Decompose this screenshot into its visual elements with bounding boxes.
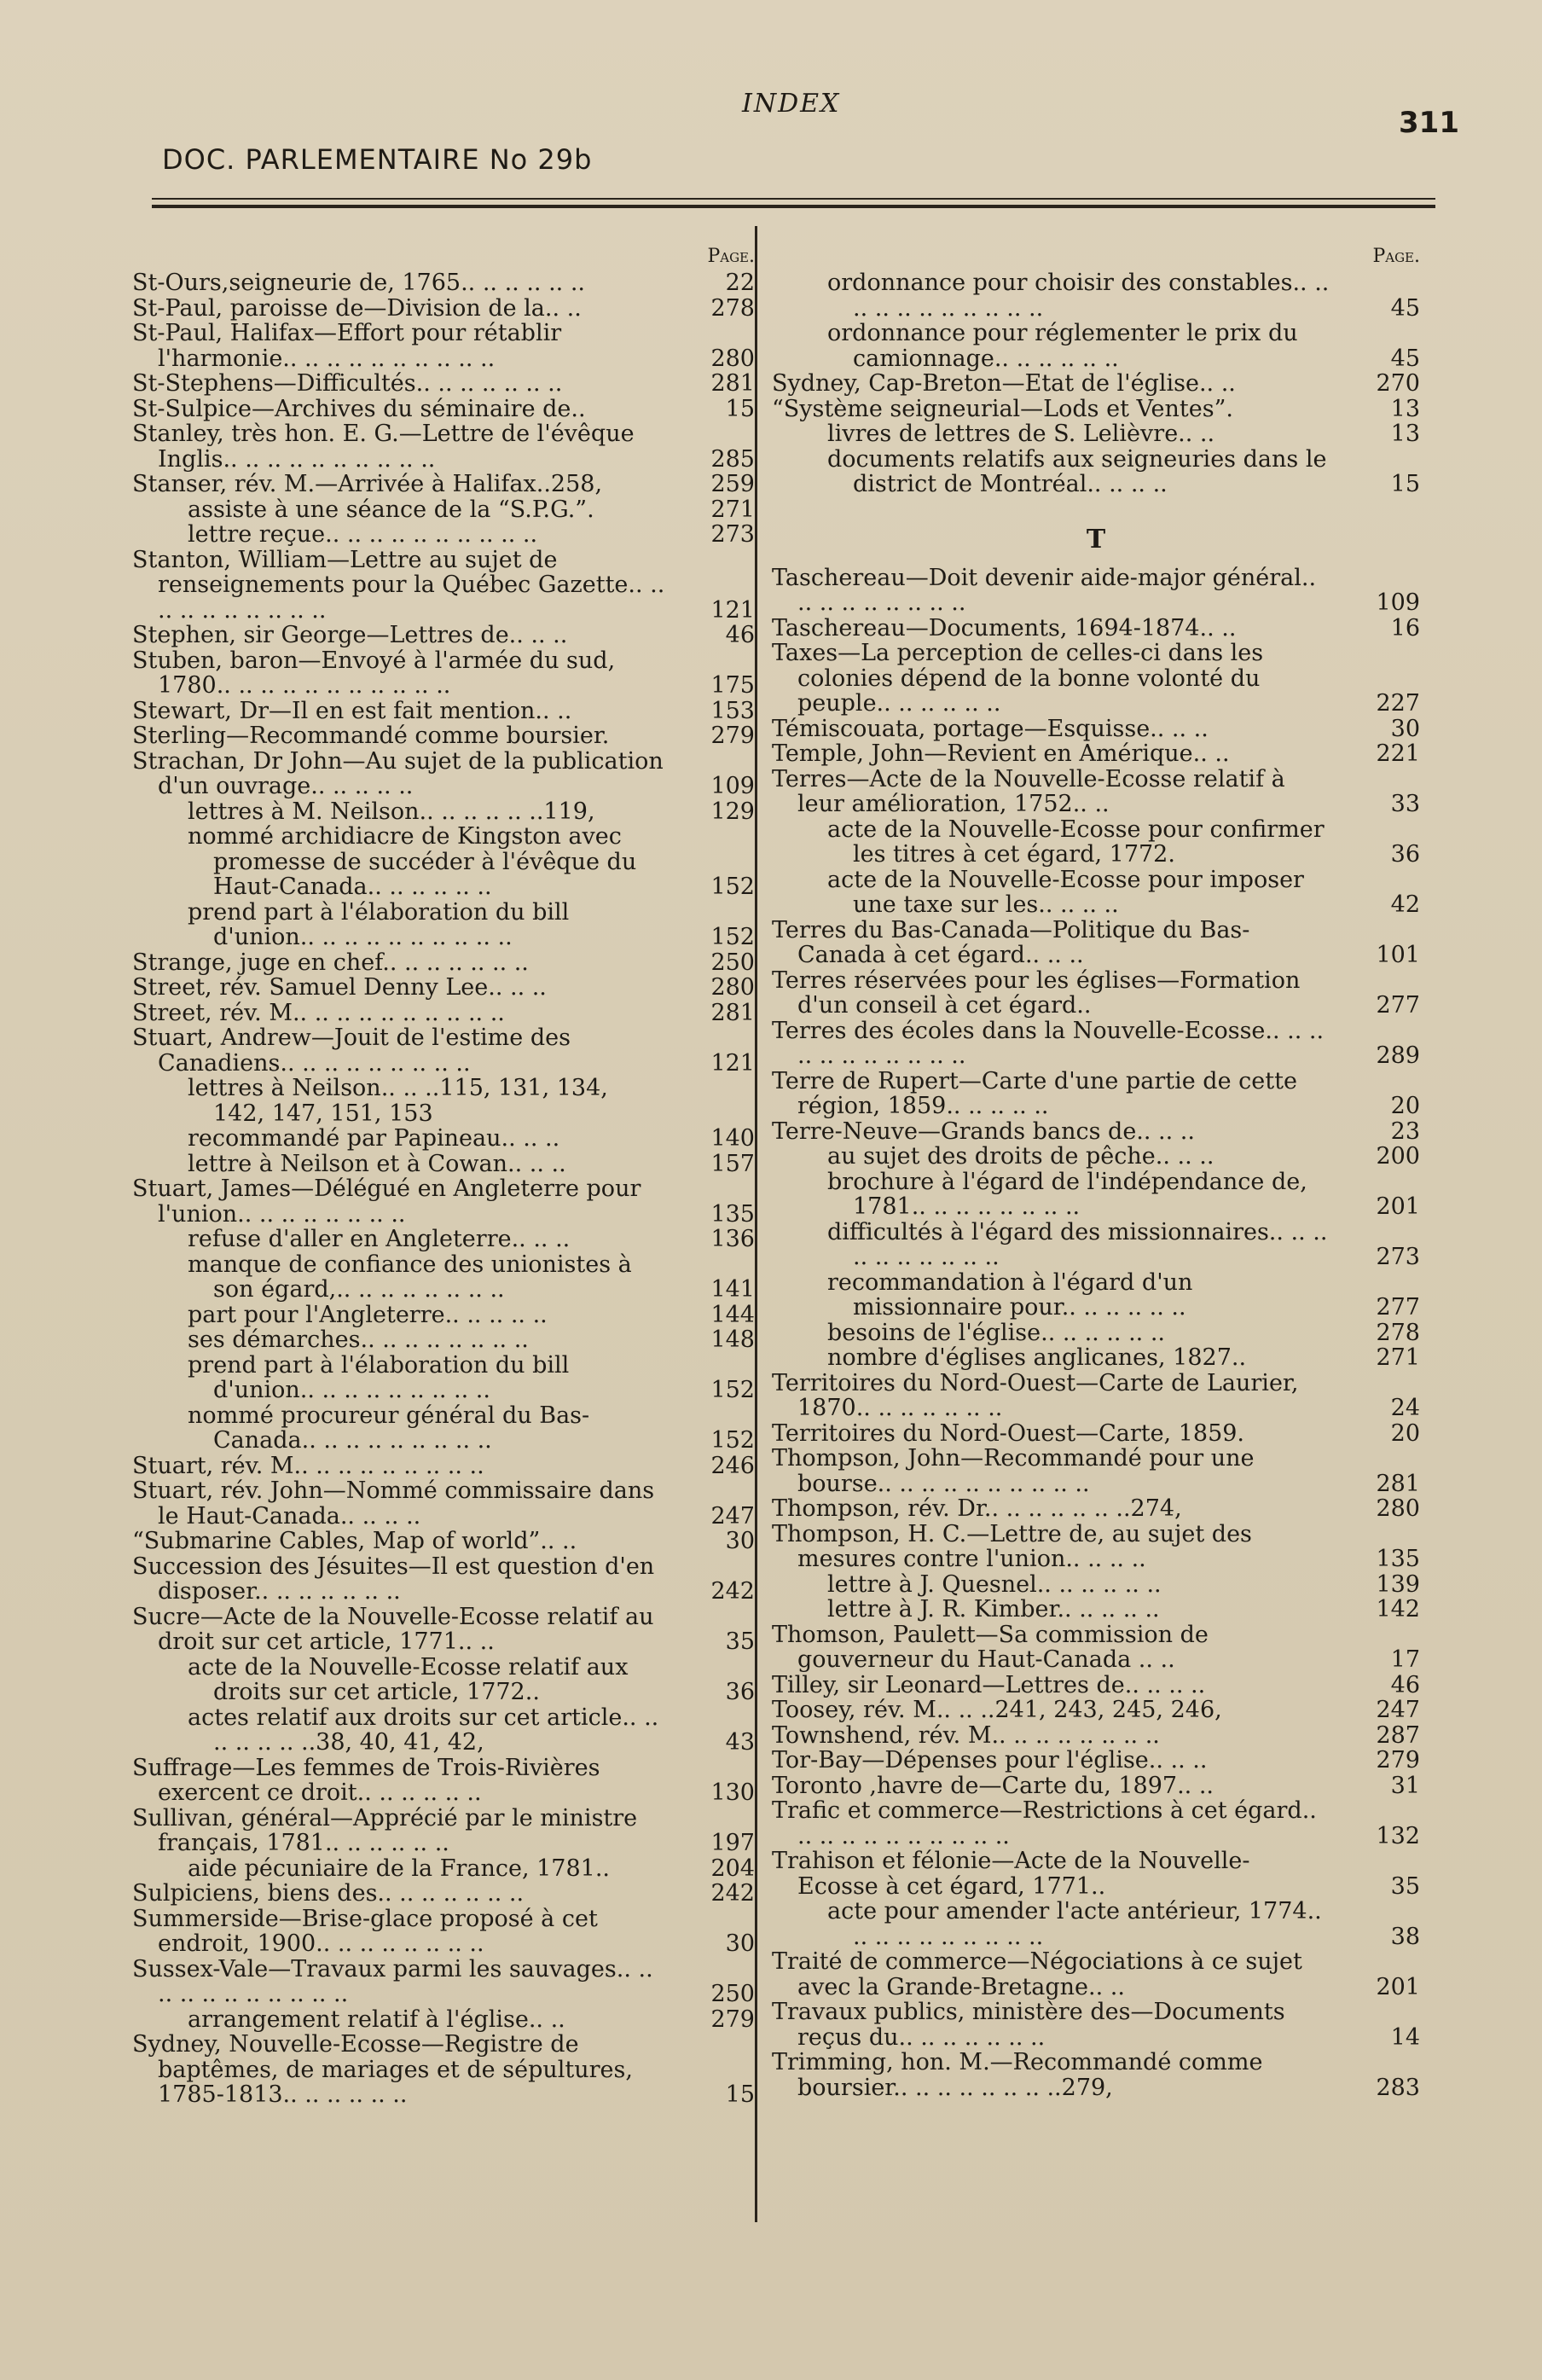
index-entry — [132, 472, 755, 497]
entry-list — [132, 270, 755, 2108]
entry-text: St-Paul, paroisse de—Division de la.. .. — [132, 294, 582, 322]
entry-page: 204 — [710, 1855, 755, 1882]
entry-text: ses démarches.. .. .. .. .. .. .. .. — [188, 1326, 529, 1353]
entry-page: 250 — [710, 949, 755, 976]
entry-page: 281 — [710, 370, 755, 397]
entry-text: lettre reçue.. .. .. .. .. .. .. .. .. .. — [188, 521, 538, 548]
entry-text: documents relatifs aux seigneuries dans le district de Montréal.. .. .. .. — [827, 445, 1327, 497]
index-entry — [772, 1673, 1420, 1698]
running-title: INDEX — [742, 89, 841, 119]
entry-text: acte de la Nouvelle-Ecosse relatif aux droits sur cet article, 1772.. — [188, 1653, 629, 1705]
entry-text: lettre à Neilson et à Cowan.. .. .. — [188, 1150, 566, 1177]
index-entry — [772, 1019, 1420, 1069]
index-entry — [772, 1144, 1420, 1170]
index-entry — [772, 1421, 1420, 1447]
entry-text: assiste à une séance de la “S.P.G.”. — [188, 496, 594, 523]
index-entry — [132, 296, 755, 322]
entry-text: Sussex-Vale—Travaux parmi les sauvages.. .. .. .. .. .. .. .. .. .. .. — [132, 1955, 653, 2007]
header-rule-thin — [152, 198, 1435, 200]
entry-page: 242 — [710, 1578, 755, 1605]
document-header: DOC. PARLEMENTAIRE No 29b — [162, 143, 593, 176]
entry-page: 277 — [1376, 1294, 1420, 1321]
index-entry — [772, 741, 1420, 767]
index-entry — [132, 1001, 755, 1026]
index-entry — [772, 421, 1420, 447]
entry-text: Stuben, baron—Envoyé à l'armée du sud, 1780.. .. .. .. .. .. .. .. .. .. .. — [132, 647, 616, 699]
entry-text: Stanton, William—Lettre au sujet de renseignements pour la Québec Gazette.. .. .. .. .. .. .. .. .. .. — [132, 546, 665, 624]
entry-page: 271 — [710, 496, 755, 523]
entry-page: 20 — [1390, 1419, 1420, 1447]
index-entry — [772, 1220, 1420, 1270]
index-entry — [132, 1303, 755, 1328]
index-entry — [132, 1881, 755, 1907]
index-entry — [132, 2007, 755, 2033]
entry-text: acte de la Nouvelle-Ecosse pour imposer une taxe sur les.. .. .. .. — [827, 866, 1304, 918]
entry-page: 281 — [710, 999, 755, 1026]
entry-text: “Système seigneurial—Lods et Ventes”. — [772, 395, 1233, 422]
entry-page: 197 — [710, 1830, 755, 1856]
entry-text: Territoires du Nord-Ouest—Carte, 1859. — [772, 1419, 1245, 1447]
entry-page: 280 — [710, 974, 755, 1001]
entry-page: 36 — [1390, 841, 1420, 868]
entry-page: 279 — [1376, 1747, 1420, 1773]
entry-text: prend part à l'élaboration du bill d'union.. .. .. .. .. .. .. .. .. — [188, 1351, 570, 1403]
entry-text: lettre à J. Quesnel.. .. .. .. .. .. — [827, 1570, 1162, 1598]
entry-page: 15 — [725, 395, 755, 422]
index-entry — [132, 522, 755, 548]
entry-page: 101 — [1376, 942, 1420, 968]
entry-page: 45 — [1390, 294, 1420, 322]
entry-page: 24 — [1390, 1395, 1420, 1421]
entry-text: Toosey, rév. M.. .. ..241, 243, 245, 246, — [772, 1697, 1222, 1723]
entry-page: 36 — [725, 1679, 755, 1705]
entry-text: Stuart, rév. M.. .. .. .. .. .. .. .. .. — [132, 1452, 484, 1479]
entry-page: 271 — [1376, 1344, 1420, 1371]
index-entry — [772, 321, 1420, 371]
entry-text: Thompson, John—Recommandé pour une bourse.. .. .. .. .. .. .. .. .. .. — [772, 1445, 1255, 1497]
entry-page: 42 — [1390, 891, 1420, 918]
entry-text: Taschereau—Documents, 1694-1874.. .. — [772, 614, 1237, 641]
index-entry — [132, 1655, 755, 1705]
entry-page: 30 — [725, 1930, 755, 1957]
entry-text: St-Ours,seigneurie de, 1765.. .. .. .. .. .. — [132, 270, 585, 296]
entry-text: acte de la Nouvelle-Ecosse pour confirmer les titres à cet égard, 1772. — [827, 816, 1325, 868]
entry-text: Thompson, H. C.—Lettre de, au sujet des mesures contre l'union.. .. .. .. — [772, 1520, 1252, 1572]
entry-text: au sujet des droits de pêche.. .. .. — [827, 1143, 1214, 1170]
entry-page: 280 — [1376, 1495, 1420, 1522]
index-entry — [132, 2032, 755, 2108]
section-letter: T — [1086, 524, 1106, 554]
index-entry — [772, 270, 1420, 321]
entry-text: Stephen, sir George—Lettres de.. .. .. — [132, 622, 568, 648]
entry-page: 153 — [710, 697, 755, 724]
index-entry — [132, 950, 755, 976]
entry-page: 16 — [1390, 614, 1420, 641]
entry-page: 277 — [1376, 992, 1420, 1019]
entry-page: 280 — [710, 345, 755, 372]
entry-page: 278 — [710, 294, 755, 322]
index-entry — [132, 1126, 755, 1152]
entry-page: 13 — [1390, 421, 1420, 447]
page-label: Page. — [1372, 246, 1420, 267]
entry-page: 43 — [725, 1729, 755, 1756]
entry-text: Taschereau—Doit devenir aide-major général.. .. .. .. .. .. .. .. .. — [772, 564, 1317, 616]
index-entry — [772, 1698, 1420, 1723]
index-entry — [132, 1478, 755, 1529]
index-entry — [772, 1622, 1420, 1673]
entry-text: aide pécuniaire de la France, 1781.. — [188, 1855, 611, 1882]
entry-text: Stewart, Dr—Il en est fait mention.. .. — [132, 697, 572, 724]
index-entry — [772, 1572, 1420, 1598]
index-entry — [772, 1899, 1420, 1949]
index-entry — [132, 623, 755, 648]
entry-page: 250 — [710, 1981, 755, 2007]
entry-page: 13 — [1390, 395, 1420, 422]
index-entry — [772, 1371, 1420, 1421]
index-entry — [772, 641, 1420, 717]
index-entry — [132, 1957, 755, 2007]
entry-text: Stuart, rév. John—Nommé commissaire dans le Haut-Canada.. .. .. .. — [132, 1477, 655, 1530]
entry-text: Stuart, James—Délégué en Angleterre pour l'union.. .. .. .. .. .. .. .. — [132, 1175, 641, 1228]
index-entry — [132, 1176, 755, 1227]
entry-text: Strange, juge en chef.. .. .. .. .. .. .. — [132, 949, 529, 976]
entry-text: ordonnance pour choisir des constables.. .. .. .. .. .. .. .. .. .. .. — [827, 270, 1330, 322]
entry-text: Thomson, Paulett—Sa commission de gouverneur du Haut-Canada .. .. — [772, 1621, 1209, 1673]
index-entry — [132, 1705, 755, 1756]
index-entry — [772, 1723, 1420, 1749]
entry-page: 31 — [1390, 1772, 1420, 1799]
entry-text: Sucre—Acte de la Nouvelle-Ecosse relatif au droit sur cet article, 1771.. .. — [132, 1603, 654, 1655]
entry-page: 152 — [710, 874, 755, 900]
header-rule-thick — [152, 205, 1435, 208]
entry-page: 281 — [1376, 1470, 1420, 1497]
entry-text: Toronto ,havre de—Carte du, 1897.. .. — [772, 1772, 1214, 1799]
entry-text: Trahison et félonie—Acte de la Nouvelle-Ecosse à cet égard, 1771.. — [772, 1848, 1250, 1900]
entry-text: Territoires du Nord-Ouest—Carte de Laurier, 1870.. .. .. .. .. .. .. — [772, 1369, 1299, 1421]
entry-list — [772, 566, 1420, 2101]
index-entry — [132, 497, 755, 523]
index-entry — [132, 975, 755, 1001]
index-entry — [772, 1949, 1420, 2000]
entry-page: 144 — [710, 1301, 755, 1328]
entry-text: livres de lettres de S. Lelièvre.. .. — [827, 421, 1215, 447]
index-entry — [772, 1119, 1420, 1145]
entry-page: 30 — [725, 1528, 755, 1554]
index-entry — [132, 749, 755, 799]
entry-page: 15 — [725, 2081, 755, 2108]
entry-page: 20 — [1390, 1093, 1420, 1119]
index-entry — [772, 1773, 1420, 1799]
entry-text: difficultés à l'égard des missionnaires.. .. .. .. .. .. .. .. .. .. — [827, 1218, 1328, 1270]
index-entry — [772, 868, 1420, 918]
index-entry — [132, 421, 755, 472]
entry-page: 152 — [710, 1427, 755, 1454]
entry-text: arrangement relatif à l'église.. .. — [188, 2006, 565, 2033]
entry-page: 140 — [710, 1125, 755, 1152]
entry-text: lettres à Neilson.. .. ..115, 131, 134, 142, 147, 151, 153 — [188, 1075, 608, 1127]
index-entry — [772, 1270, 1420, 1321]
entry-text: nombre d'églises anglicanes, 1827.. — [827, 1344, 1247, 1371]
entry-text: Thompson, rév. Dr.. .. .. .. .. .. ..274, — [772, 1495, 1182, 1522]
index-entry — [772, 1170, 1420, 1220]
entry-page: 201 — [1376, 1973, 1420, 2000]
index-entry — [772, 447, 1420, 497]
entry-page: 287 — [1376, 1721, 1420, 1749]
entry-text: Street, rév. Samuel Denny Lee.. .. .. — [132, 974, 547, 1001]
index-entry — [132, 723, 755, 749]
entry-page: 121 — [710, 596, 755, 624]
index-entry — [772, 2000, 1420, 2050]
entry-page: 141 — [710, 1276, 755, 1303]
entry-text: brochure à l'égard de l'indépendance de, 1781.. .. .. .. .. .. .. .. — [827, 1168, 1307, 1220]
entry-text: besoins de l'église.. .. .. .. .. .. — [827, 1319, 1166, 1346]
entry-page: 135 — [1376, 1546, 1420, 1572]
index-entry — [772, 1069, 1420, 1119]
index-entry — [132, 824, 755, 900]
index-entry — [772, 1798, 1420, 1849]
index-entry — [132, 321, 755, 371]
entry-page: 278 — [1376, 1319, 1420, 1346]
entry-page: 22 — [725, 270, 755, 296]
entry-page: 246 — [710, 1452, 755, 1479]
entry-text: Trafic et commerce—Restrictions à cet égard.. .. .. .. .. .. .. .. .. .. .. — [772, 1797, 1317, 1849]
entry-page: 135 — [710, 1200, 755, 1228]
entry-text: manque de confiance des unionistes à son égard,.. .. .. .. .. .. .. .. — [188, 1251, 632, 1303]
entry-text: Terres—Acte de la Nouvelle-Ecosse relatif à leur amélioration, 1752.. .. — [772, 765, 1285, 817]
entry-text: Stanser, rév. M.—Arrivée à Halifax..258, — [132, 471, 603, 497]
index-entry — [132, 648, 755, 699]
entry-text: Succession des Jésuites—Il est question d'en disposer.. .. .. .. .. .. .. — [132, 1553, 655, 1605]
entry-page: 38 — [1390, 1923, 1420, 1950]
entry-page: 148 — [710, 1326, 755, 1353]
index-entry — [132, 1806, 755, 1856]
entry-text: refuse d'aller en Angleterre.. .. .. — [188, 1226, 571, 1252]
index-entry — [132, 1529, 755, 1554]
entry-page: 23 — [1390, 1117, 1420, 1145]
entry-text: recommandation à l'égard d'un missionnaire pour.. .. .. .. .. .. — [827, 1268, 1193, 1321]
entry-text: recommandé par Papineau.. .. .. — [188, 1125, 560, 1152]
index-entry — [132, 1353, 755, 1403]
entry-page: 35 — [1390, 1872, 1420, 1900]
entry-text: Stanley, très hon. E. G.—Lettre de l'évêque Inglis.. .. .. .. .. .. .. .. .. .. — [132, 421, 635, 473]
entry-page: 157 — [710, 1150, 755, 1177]
entry-page: 109 — [710, 773, 755, 799]
index-entry — [772, 767, 1420, 817]
index-column-right — [772, 243, 1420, 2100]
entry-page: 283 — [1376, 2074, 1420, 2101]
entry-page: 279 — [710, 723, 755, 749]
index-entry — [772, 717, 1420, 742]
page-number: 311 — [1399, 106, 1459, 140]
index-entry — [132, 1403, 755, 1454]
entry-page: 45 — [1390, 345, 1420, 372]
index-entry — [772, 1522, 1420, 1572]
entry-page: 139 — [1376, 1570, 1420, 1598]
entry-text: nommé archidiacre de Kingston avec promesse de succéder à l'évêque du Haut-Canada.. .. .. .. .. .. — [188, 823, 637, 900]
entry-page: 175 — [710, 672, 755, 699]
index-entry — [772, 1321, 1420, 1346]
entry-text: Suffrage—Les femmes de Trois-Rivières exercent ce droit.. .. .. .. .. .. — [132, 1754, 600, 1806]
entry-text: Townshend, rév. M.. .. .. .. .. .. .. .. — [772, 1721, 1160, 1749]
entry-page: 35 — [725, 1628, 755, 1655]
entry-page: 200 — [1376, 1143, 1420, 1170]
entry-text: Terre-Neuve—Grands bancs de.. .. .. — [772, 1117, 1195, 1145]
entry-text: Sulpiciens, biens des.. .. .. .. .. .. .. — [132, 1880, 525, 1907]
index-entry — [772, 1597, 1420, 1622]
entry-page: 130 — [710, 1779, 755, 1806]
index-entry — [132, 1605, 755, 1655]
entry-text: Traité de commerce—Négociations à ce sujet avec la Grande-Bretagne.. .. — [772, 1948, 1302, 2000]
entry-page: 136 — [710, 1226, 755, 1252]
page-label: Page. — [707, 246, 755, 267]
entry-page: 152 — [710, 924, 755, 950]
entry-text: St-Paul, Halifax—Effort pour rétablir l'harmonie.. .. .. .. .. .. .. .. .. .. — [132, 320, 562, 372]
index-entry — [132, 397, 755, 422]
entry-text: part pour l'Angleterre.. .. .. .. .. — [188, 1301, 548, 1328]
index-entry — [132, 270, 755, 296]
index-entry — [132, 1152, 755, 1177]
entry-text: Travaux publics, ministère des—Documents reçus du.. .. .. .. .. .. .. — [772, 1999, 1285, 2051]
entry-text: lettres à M. Neilson.. .. .. .. .. ..119, — [188, 798, 595, 825]
index-entry — [132, 699, 755, 724]
entry-page: 14 — [1390, 2023, 1420, 2051]
index-entry — [772, 566, 1420, 616]
entry-page: 221 — [1376, 740, 1420, 767]
entry-page: 46 — [725, 622, 755, 648]
entry-text: prend part à l'élaboration du bill d'union.. .. .. .. .. .. .. .. .. .. — [188, 898, 570, 950]
entry-page: 201 — [1376, 1193, 1420, 1220]
index-entry — [132, 1327, 755, 1353]
index-entry — [772, 968, 1420, 1019]
entry-page: 109 — [1376, 589, 1420, 616]
entry-text: ordonnance pour réglementer le prix du camionnage.. .. .. .. .. .. — [827, 320, 1298, 372]
entry-text: Sydney, Cap-Breton—Etat de l'église.. .. — [772, 370, 1236, 397]
entry-page: 259 — [710, 471, 755, 497]
index-entry — [772, 918, 1420, 968]
entry-text: Sterling—Recommandé comme boursier. — [132, 723, 610, 749]
index-entry — [772, 2050, 1420, 2100]
entry-text: Terres du Bas-Canada—Politique du Bas-Canada à cet égard.. .. .. — [772, 916, 1250, 968]
entry-text: nommé procureur général du Bas-Canada.. .. .. .. .. .. .. .. .. — [188, 1402, 590, 1454]
index-entry — [772, 1496, 1420, 1522]
column-divider — [755, 226, 757, 2222]
index-entry — [132, 1856, 755, 1882]
entry-text: St-Stephens—Difficultés.. .. .. .. .. .. .. — [132, 370, 563, 397]
entry-page: 270 — [1376, 370, 1420, 397]
index-entry — [132, 1554, 755, 1605]
index-entry — [132, 1076, 755, 1126]
entry-text: St-Sulpice—Archives du séminaire de.. — [132, 395, 586, 422]
index-entry — [132, 371, 755, 397]
entry-text: Témiscouata, portage—Esquisse.. .. .. — [772, 715, 1209, 742]
index-entry — [132, 1025, 755, 1076]
entry-text: Terres réservées pour les églises—Formation d'un conseil à cet égard.. — [772, 967, 1301, 1019]
index-column-left — [132, 243, 755, 2108]
entry-text: Terre de Rupert—Carte d'une partie de cette région, 1859.. .. .. .. .. — [772, 1067, 1297, 1119]
entry-page: 46 — [1390, 1671, 1420, 1698]
entry-text: Street, rév. M.. .. .. .. .. .. .. .. .. .. — [132, 999, 505, 1026]
entry-page: 17 — [1390, 1646, 1420, 1673]
entry-page: 227 — [1376, 690, 1420, 717]
entry-text: actes relatif aux droits sur cet article.. .. .. .. .. .. ..38, 40, 41, 42, — [188, 1704, 659, 1756]
entry-text: Sydney, Nouvelle-Ecosse—Registre de baptêmes, de mariages et de sépultures, 1785-1813.. .. .. .. .. .. — [132, 2031, 633, 2108]
entry-page: 152 — [710, 1377, 755, 1403]
index-entry — [772, 1748, 1420, 1773]
index-entry — [132, 1907, 755, 1957]
index-entry — [132, 1227, 755, 1252]
index-entry — [132, 799, 755, 825]
entry-text: Trimming, hon. M.—Recommandé comme boursier.. .. .. .. .. .. .. ..279, — [772, 2049, 1263, 2101]
entry-text: Tor-Bay—Dépenses pour l'église.. .. .. — [772, 1747, 1208, 1773]
entry-text: Temple, John—Revient en Amérique.. .. — [772, 740, 1230, 767]
index-entry — [772, 397, 1420, 422]
entry-text: Taxes—La perception de celles-ci dans les colonies dépend de la bonne volonté du peuple.. .. .. .. .. .. — [772, 640, 1264, 717]
entry-page: 30 — [1390, 715, 1420, 742]
index-entry — [772, 1849, 1420, 1899]
entry-text: Tilley, sir Leonard—Lettres de.. .. .. .. — [772, 1671, 1206, 1698]
index-entry — [772, 371, 1420, 397]
index-entry — [132, 1454, 755, 1479]
entry-page: 273 — [1376, 1244, 1420, 1270]
entry-text: acte pour amender l'acte antérieur, 1774.. .. .. .. .. .. .. .. .. .. — [827, 1898, 1322, 1950]
entry-page: 247 — [710, 1502, 755, 1530]
index-entry — [772, 817, 1420, 868]
entry-page: 142 — [1376, 1596, 1420, 1622]
index-entry — [132, 1252, 755, 1303]
entry-text: Strachan, Dr John—Au sujet de la publication d'un ouvrage.. .. .. .. .. — [132, 747, 664, 799]
entry-page: 242 — [710, 1880, 755, 1907]
entry-page: 132 — [1376, 1822, 1420, 1849]
index-entry — [132, 900, 755, 950]
entry-page: 273 — [710, 521, 755, 548]
index-entry — [772, 1345, 1420, 1371]
entry-page: 289 — [1376, 1042, 1420, 1069]
index-entry — [772, 616, 1420, 641]
entry-page: 15 — [1390, 471, 1420, 497]
index-entry — [772, 1446, 1420, 1496]
index-entry — [132, 548, 755, 624]
entry-list — [772, 270, 1420, 497]
entry-text: Terres des écoles dans la Nouvelle-Ecosse.. .. .. .. .. .. .. .. .. .. .. — [772, 1017, 1325, 1069]
entry-page: 33 — [1390, 791, 1420, 817]
entry-text: “Submarine Cables, Map of world”.. .. — [132, 1528, 577, 1554]
entry-page: 279 — [710, 2006, 755, 2033]
entry-text: Summerside—Brise-glace proposé à cet endroit, 1900.. .. .. .. .. .. .. .. — [132, 1905, 598, 1957]
entry-text: lettre à J. R. Kimber.. .. .. .. .. — [827, 1596, 1160, 1622]
entry-text: Sullivan, général—Apprécié par le ministre français, 1781.. .. .. .. .. .. — [132, 1804, 638, 1856]
index-entry — [132, 1756, 755, 1806]
entry-page: 129 — [710, 798, 755, 825]
entry-page: 121 — [710, 1049, 755, 1077]
entry-page: 285 — [710, 445, 755, 473]
entry-text: Stuart, Andrew—Jouit de l'estime des Canadiens.. .. .. .. .. .. .. .. .. — [132, 1025, 571, 1077]
entry-page: 247 — [1376, 1697, 1420, 1723]
